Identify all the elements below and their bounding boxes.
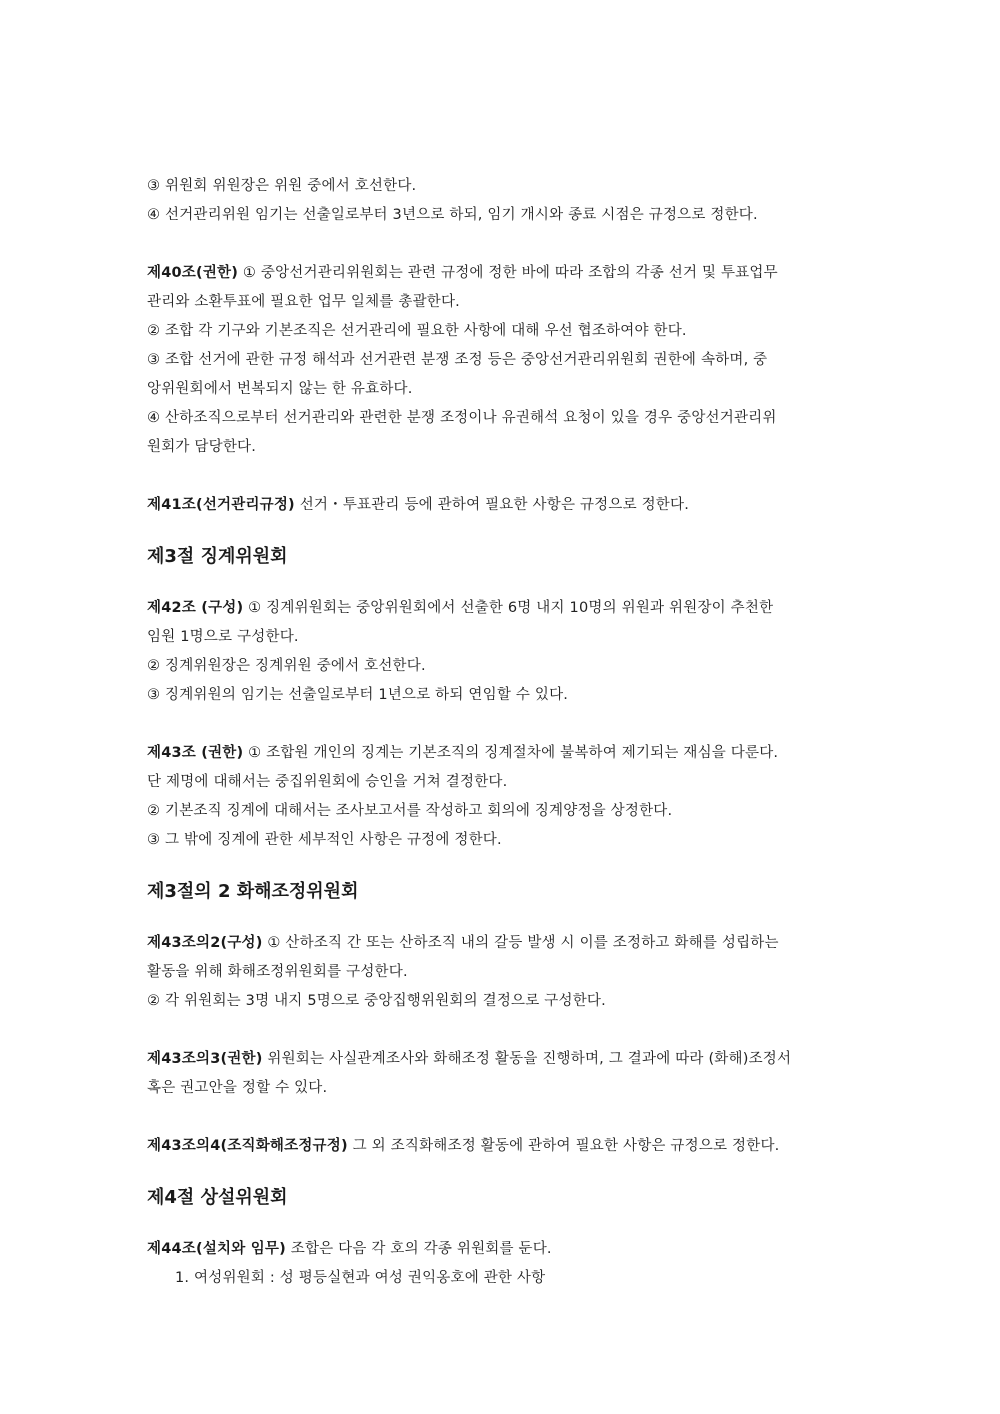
section-heading: 제3절 징계위원회: [147, 546, 288, 567]
article-first-line: [147, 739, 859, 768]
paragraph-gap: [147, 230, 859, 259]
section-spacer: [147, 572, 859, 594]
text-line: ② 각 위원회는 3명 내지 5명으로 중앙집행위원회의 결정으로 구성한다.: [147, 993, 606, 1009]
text-line: 임원 1명으로 구성한다.: [147, 629, 299, 645]
text-line: 원회가 담당한다.: [147, 439, 257, 455]
text-line: ③ 징계위원의 임기는 선출일로부터 1년으로 하되 연임할 수 있다.: [147, 687, 569, 703]
section-heading: 제3절의 2 화해조정위원회: [147, 881, 359, 902]
article-text: ① 산하조직 간 또는 산하조직 내의 갈등 발생 시 이를 조정하고 화해를 성립하는: [262, 935, 779, 951]
article-text: ① 조합원 개인의 징계는 기본조직의 징계절차에 불복하여 제기되는 재심을 다룬다.: [243, 745, 779, 761]
article-first-line: [147, 1132, 859, 1161]
section-heading: 제4절 상설위원회: [147, 1187, 288, 1208]
article-text: 그 외 조직화해조정 활동에 관하여 필요한 사항은 규정으로 정한다.: [347, 1138, 780, 1154]
article-text: 선거・투표관리 등에 관하여 필요한 사항은 규정으로 정한다.: [294, 497, 690, 513]
article-first-line: [147, 1235, 859, 1264]
article-text: 위원회는 사실관계조사와 화해조정 활동을 진행하며, 그 결과에 따라 (화해)조정서: [262, 1051, 792, 1067]
text-line: 혹은 권고안을 정할 수 있다.: [147, 1080, 328, 1096]
text-line: 단 제명에 대해서는 중집위원회에 승인을 거쳐 결정한다.: [147, 774, 508, 790]
article-label: 제43조의2(구성): [147, 935, 263, 951]
paragraph-gap: [147, 462, 859, 491]
text-line: ② 조합 각 기구와 기본조직은 선거관리에 필요한 사항에 대해 우선 협조하여야 한다.: [147, 323, 687, 339]
article-label: 제41조(선거관리규정): [147, 497, 295, 513]
section-spacer: [147, 520, 859, 542]
article-label: 제42조 (구성): [147, 600, 244, 616]
article-label: 제44조(설치와 임무): [147, 1241, 286, 1257]
article-text: ① 중앙선거관리위원회는 관련 규정에 정한 바에 따라 조합의 각종 선거 및 투표업무: [238, 265, 778, 281]
list-item: 1. 여성위원회 : 성 평등실현과 여성 권익옹호에 관한 사항: [175, 1270, 546, 1286]
paragraph-gap: [147, 1103, 859, 1132]
article-label: 제40조(권한): [147, 265, 239, 281]
article-text: 조합은 다음 각 호의 각종 위원회를 둔다.: [285, 1241, 552, 1257]
text-line: 관리와 소환투표에 필요한 업무 일체를 총괄한다.: [147, 294, 460, 310]
section-spacer: [147, 1213, 859, 1235]
text-line: ④ 선거관리위원 임기는 선출일로부터 3년으로 하되, 임기 개시와 종료 시점은 규정으로 정한다.: [147, 207, 758, 223]
article-label: 제43조의3(권한): [147, 1051, 263, 1067]
section-spacer: [147, 907, 859, 929]
article-first-line: [147, 1045, 859, 1074]
paragraph-gap: [147, 1016, 859, 1045]
article-label: 제43조의4(조직화해조정규정): [147, 1138, 348, 1154]
article-first-line: [147, 491, 859, 520]
section-spacer: [147, 1161, 859, 1183]
paragraph-gap: [147, 710, 859, 739]
article-text: ① 징계위원회는 중앙위원회에서 선출한 6명 내지 10명의 위원과 위원장이 추천한: [243, 600, 774, 616]
text-line: ④ 산하조직으로부터 선거관리와 관련한 분쟁 조정이나 유권해석 요청이 있을 경우 중앙선거관리위: [147, 410, 777, 426]
article-first-line: [147, 259, 859, 288]
section-spacer: [147, 855, 859, 877]
article-first-line: [147, 929, 859, 958]
article-label: 제43조 (권한): [147, 745, 244, 761]
article-first-line: [147, 594, 859, 623]
text-line: ③ 위원회 위원장은 위원 중에서 호선한다.: [147, 178, 417, 194]
text-line: ② 징계위원장은 징계위원 중에서 호선한다.: [147, 658, 426, 674]
text-line: ③ 그 밖에 징계에 관한 세부적인 사항은 규정에 정한다.: [147, 832, 502, 848]
text-line: ② 기본조직 징계에 대해서는 조사보고서를 작성하고 회의에 징계양정을 상정한다.: [147, 803, 673, 819]
text-line: ③ 조합 선거에 관한 규정 해석과 선거관련 분쟁 조정 등은 중앙선거관리위원회 권한에 속하며, 중: [147, 352, 768, 368]
document-page: [147, 172, 859, 1293]
text-line: 활동을 위해 화해조정위원회를 구성한다.: [147, 964, 408, 980]
text-line: 앙위원회에서 번복되지 않는 한 유효하다.: [147, 381, 413, 397]
